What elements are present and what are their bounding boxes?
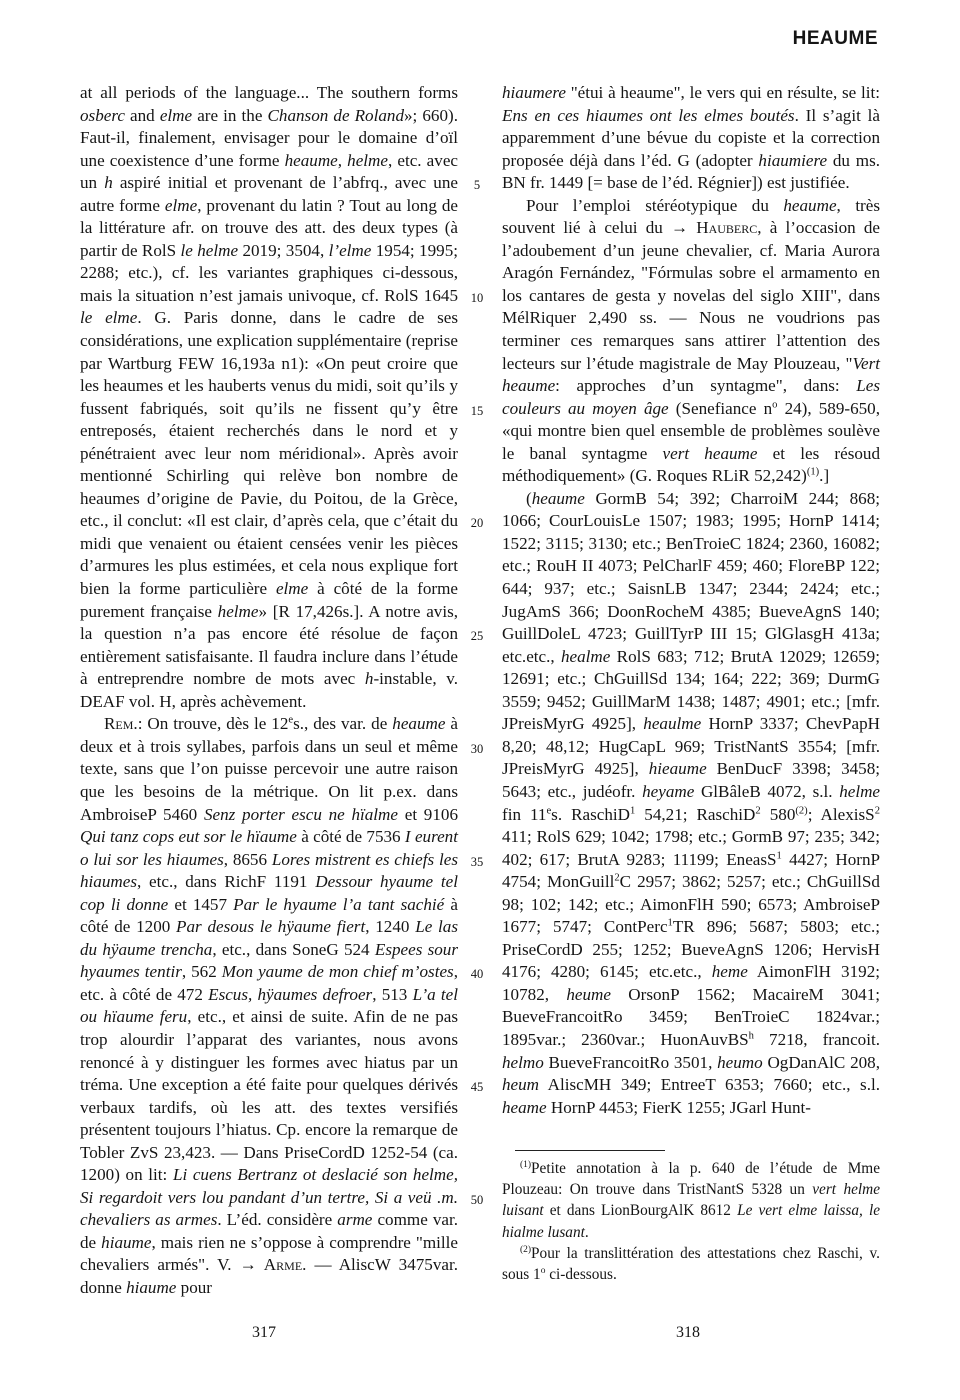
- page-number-left: 317: [252, 1324, 276, 1341]
- line-number: 45: [470, 1080, 484, 1095]
- footnotes: [502, 1158, 880, 1285]
- line-number: 50: [470, 1192, 484, 1207]
- right-paragraph: (heaume GormB 54; 392; CharroiM 244; 868; 1066; CourLouisLe 1507; 1983; 1995; HornP 1414; 1522; 3115; 3130; etc.; BenTroieC 1824; 2360, 16082; etc.; RouH II 4073; PelCharlF 459; 460; FloreBP 122; 644; 937; etc.; SaisnLB 1347; 2344; 2424; etc.; JugAmS 366; DoonRocheM 4385; BueveAgnS 140; GuillDoleL 4723; GuillTyrP III 15; GlGlasgH 413a; etc.etc., healme RolS 683; 712; BrutA 12029; 12659; 12691; etc.; ChGuillSd 134; 164; 222; 369; DurmG 3559; 9452; GuillMarM 1438; 1487; 4901; etc.; [mfr. JPreisMyrG 4925], heaulme HornP 3337; ChevPapH 8,20; 48,12; HugCapL 969; TristNantS 3554; [mfr. JPreisMyrG 4925], hieaume BenDucF 3398; 3458; 5643; etc., judéofr. heyame GlBâleB 4072, s.l. helme fin 11es. RaschiD$^1$ 54,21; RaschiD$^2$ 580$^{(2)}$; AlexisS$^2$ 411; RolS 629; 1042; 1798; etc.; GormB 97; 235; 342; 402; 617; BrutA 9283; 11199; EneasS$^1$ 4427; HornP 4754; MonGuill$^2$C 2957; 3862; 5257; etc.; ChGuillSd 98; 102; 142; etc.; AimonFlH 590; 6573; AmbroiseP 1677; 5747; ContPerc$^1$TR 896; 5687; 5803; etc.; PriseCordD 255; 1252; BueveAgnS 1206; HervisH 4176; 4280; 6145; etc.etc., heme AimonFlH 3192; 10782, heume OrsonP 1562; MacaireM 3041; BueveFrancoitRo 3459; BenTroieC 1824var.; 1895var.; 2360var.; HuonAuvBS$^h$ 7218, francoit. helmo BueveFrancoitRo 3501, heumo OgDanAlC 208, heum AliscMH 349; EntreeT 6353; 7660; etc., s.l. heame HornP 4453; FierK 1255; JGarl Hunt-: [502, 488, 881, 1117]
- footnote: $^{(1)}$Petite annotation à la p. 640 de l’étude de Mme Plouzeau: On trouve dans TristNantS 5328 un vert helme luisant et dans LionBourgAlK 8612 Le vert elme laissa, le hialme lusant.: [502, 1159, 880, 1241]
- footnote-rule: [515, 1150, 665, 1151]
- left-paragraph: at all periods of the language... The southern forms osberc and elme are in the Chanson de Roland»; 660). Faut-il, finalement, envisager pour le domaine d’oïl une coexistence d’une forme heaume, helme, etc. avec un h aspiré initial et provenant de l’abfrq., avec une autre forme elme, provenant du latin ? Tout au long de la littérature afr. on trouve des att. des deux types (à partir de RolS le helme 2019; 3504, l’elme 1954; 1995; 2288; etc.), cf. les variantes graphiques ci-dessous, mais la situation n’est jamais univoque, cf. RolS 1645 le elme. G. Paris donne, dans le cadre de ses considérations, une explication supplémentaire (reprise par Wartburg FEW 16,193a n1): «On peut croire que les heaumes et les hauberts venus du midi, soit qu’ils y fussent fabriqués, soit qu’ils ne fissent qu’y être entreposés, étaient recherchés dans le nord et y pénétraient avec leur nom méridional». Après avoir mentionné Schirling qui relève bon nombre de heaumes d’origine de Pavie, du Poitou, de la Grèce, etc., il conclut: «Il est clair, d’après cela, que c’était du midi que venaient ou étaient censées venir les pièces d’armures les plus estimées, et cela nous explique fort bien la forme particulière elme à côté de la forme purement française helme» [R 17,426s.]. A notre avis, la question n’a pas encore été résolue de façon entièrement satisfaisante. Il faudra inclure dans l’étude à entreprendre nombre de mots avec h-instable, v. DEAF vol. H, après achèvement.: [80, 83, 459, 711]
- line-number: 15: [470, 403, 484, 418]
- line-number: 40: [470, 967, 484, 982]
- right-paragraph: Pour l’emploi stéréotypique du heaume, très souvent lié à celui du → Hauberc, à l’occasion de l’adoubement d’un jeune chevalier, cf. Maria Aurora Aragón Fernández, "Fórmulas sobre el armamento en los cantares de gesta y novelas del siglo XIII", dans MélRiquer 2,490 ss. — Nous ne voudrions pas terminer ces remarques sans attirer l’attention des lecteurs sur l’étude magistrale de May Plouzeau, "Vert heaume: approches d’un syntagme", dans: Les couleurs au moyen âge (Senefiance $n^o$ 24), 589-650, «qui montre bien quel ensemble de problèmes soulève le banal syntagme vert heaume et les résoud méthodiquement» (G. Roques RLiR 52,242)$^{(1)}$.]: [502, 195, 881, 486]
- left-paragraph: Rem.: On trouve, dès le 12es., des var. de heaume à deux et à trois syllabes, parfois dans un seul et même texte, sans que l’on puisse percevoir une autre raison que les besoins de la métrique. On lit p.ex. dans AmbroiseP 5460 Senz porter escu ne hïalme et 9106 Qui tanz cops eut sor le hïaume à côté de 7536 I eurent o lui sor les hiaumes, 8656 Lores mistrent es chiefs les hiaumes, etc., dans RichF 1191 Dessour hyaume tel cop li donne et 1457 Par le hyaume l’a tant sachié à côté de 1200 Par desous le hÿaume fiert, 1240 Le las du hÿaume trencha, etc., dans SoneG 524 Espees sour hyaumes tentir, 562 Mon yaume de mon chief m’ostes, etc. à côté de 472 Escus, hÿaumes defroer, 513 L’a tel ou hïaume feru, etc., et ainsi de suite. Afin de ne pas trop alourdir l’apparat des variantes, nous avons renoncé à y distinguer les formes avec hiatus par un tréma. Une exception a été faite pour quelques dérivés verbaux tardifs, où les att. des textes versifiés présentent toujours l’hiatus. Cp. encore la remarque de Tobler ZvS 23,423. — Dans PriseCordD 1252-54 (ca. 1200) on lit: Li cuens Bertranz ot deslacié son helme, Si regardoit vers lou pandant d’un tertre, Si a veü .m. chevaliers as armes. L’éd. considère arme comme var. de hiaume, mais rien ne s’oppose à comprendre "mille chevaliers armés". V. → Arme. — AliscW 3475var. donne hiaume pour: [80, 714, 458, 1297]
- footnote: $^{(2)}$Pour la translittération des attestations chez Raschi, v. sous 1$^o$ ci-dessous.: [502, 1244, 880, 1284]
- line-number: 10: [470, 290, 484, 305]
- line-number: 20: [470, 516, 484, 531]
- page-number-right: 318: [676, 1324, 700, 1341]
- running-header: HEAUME: [792, 28, 878, 49]
- line-number: 35: [470, 854, 484, 869]
- right-column: [502, 82, 880, 1119]
- left-column: [80, 82, 458, 1300]
- line-number: 25: [470, 629, 484, 644]
- line-number: 5: [473, 178, 481, 193]
- right-paragraph: hiaumere "étui à heaume", le vers qui en résulte, se lit: Ens en ces hiaumes ont les elmes boutés. Il s’agit là apparemment d’une bévue du copiste et la correction proposée déjà dans l’éd. G (adopter hiaumiere du ms. BN fr. 1449 [= base de l’éd. Régnier]) est justifiée.: [502, 83, 880, 193]
- line-number: 30: [470, 741, 484, 756]
